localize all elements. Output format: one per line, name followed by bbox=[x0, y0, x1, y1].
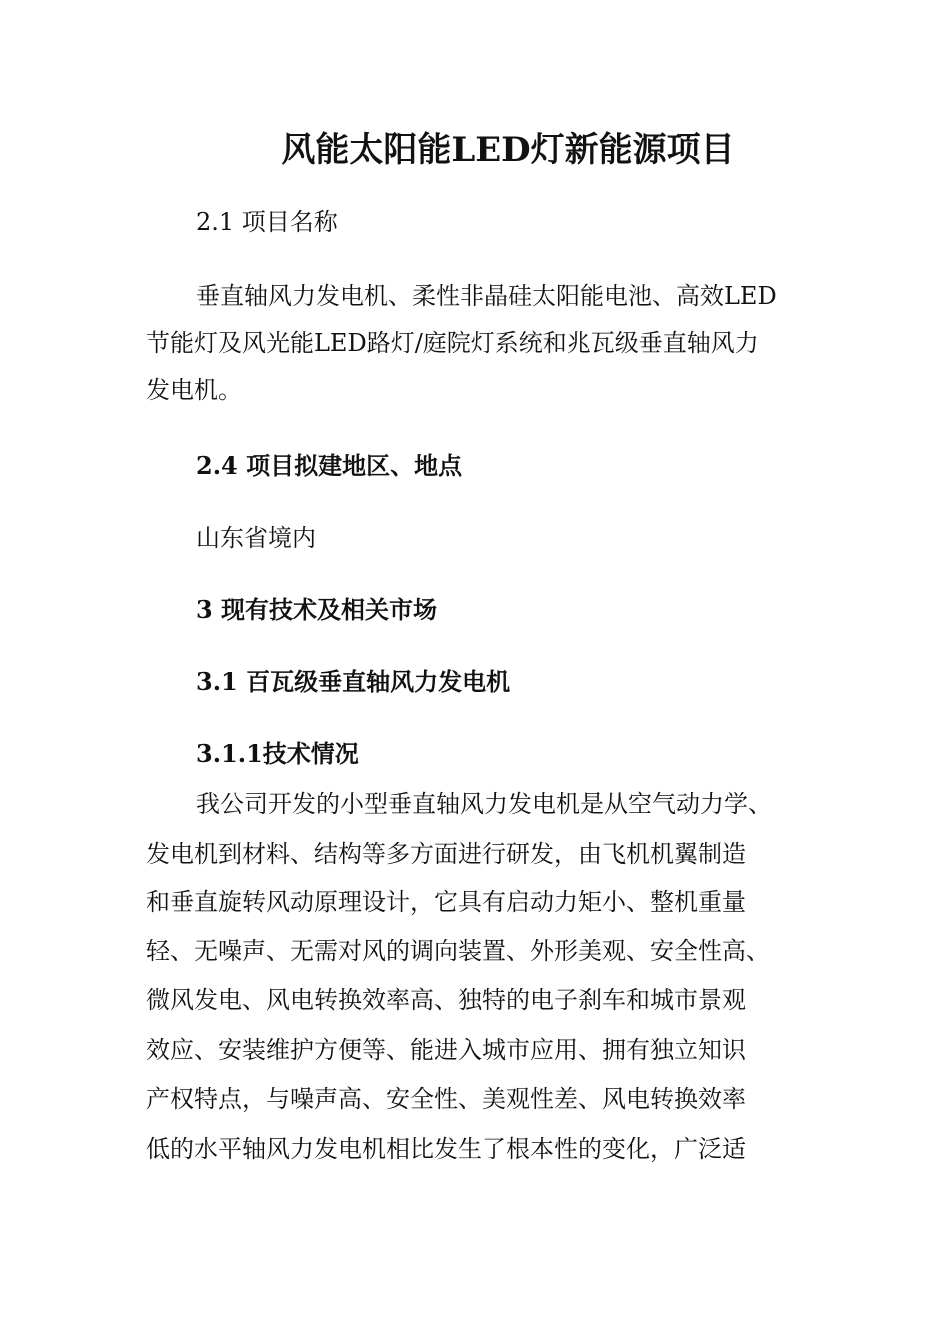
paragraph-line: 山东省境内 bbox=[196, 524, 316, 552]
paragraph-line: 产权特点，与噪声高、安全性、美观性差、风电转换效率 bbox=[146, 1085, 746, 1113]
paragraph-line: 我公司开发的小型垂直轴风力发电机是从空气动力学、 bbox=[196, 790, 772, 818]
paragraph-line: 轻、无噪声、无需对风的调向装置、外形美观、安全性高、 bbox=[146, 937, 770, 965]
paragraph-line: 垂直轴风力发电机、柔性非晶硅太阳能电池、高效LED bbox=[196, 282, 777, 310]
section-heading-3: 3 现有技术及相关市场 bbox=[196, 595, 438, 624]
paragraph-line: 效应、安装维护方便等、能进入城市应用、拥有独立知识 bbox=[146, 1036, 746, 1064]
section-heading-3-1: 3.1 百瓦级垂直轴风力发电机 bbox=[196, 667, 511, 696]
paragraph-line: 低的水平轴风力发电机相比发生了根本性的变化，广泛适 bbox=[146, 1135, 746, 1163]
section-heading-2-1: 2.1 项目名称 bbox=[196, 208, 338, 236]
paragraph-line: 发电机到材料、结构等多方面进行研发，由飞机机翼制造 bbox=[146, 840, 746, 868]
section-heading-2-4: 2.4 项目拟建地区、地点 bbox=[196, 451, 463, 480]
paragraph-line: 发电机。 bbox=[146, 376, 242, 404]
paragraph-line: 和垂直旋转风动原理设计，它具有启动力矩小、整机重量 bbox=[146, 888, 746, 916]
paragraph-line: 节能灯及风光能LED路灯/庭院灯系统和兆瓦级垂直轴风力 bbox=[146, 329, 759, 357]
paragraph-line: 微风发电、风电转换效率高、独特的电子刹车和城市景观 bbox=[146, 986, 746, 1014]
document-title: 风能太阳能LED灯新能源项目 bbox=[281, 130, 735, 170]
section-heading-3-1-1: 3.1.1技术情况 bbox=[196, 739, 359, 768]
